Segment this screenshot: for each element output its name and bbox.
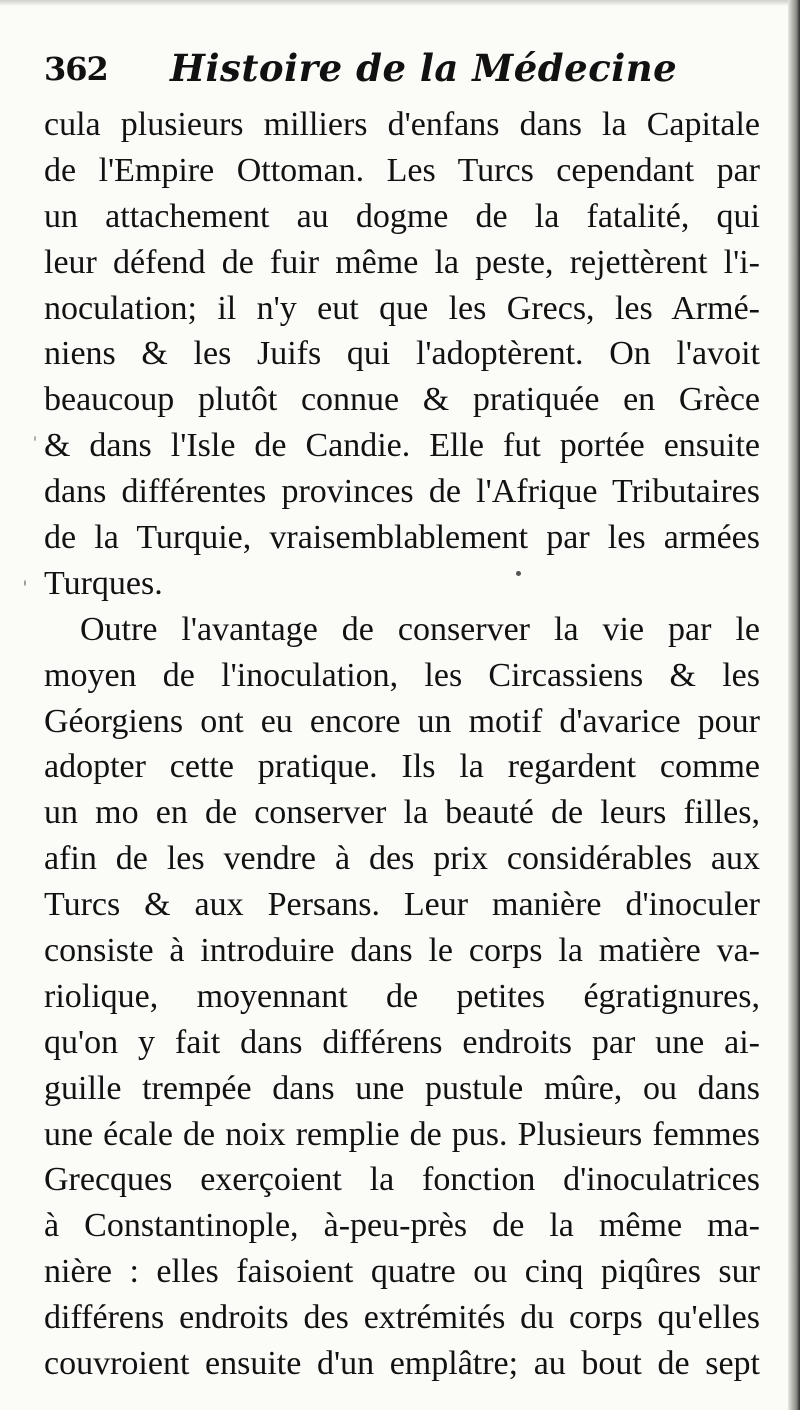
text-line: cula plusieurs milliers d'enfans dans la Capitale bbox=[44, 106, 760, 143]
text-line: Géorgiens ont eu encore un motif d'avarice pour bbox=[44, 702, 760, 740]
text-line: couvroient ensuite d'un emplâtre; au bout de sept bbox=[44, 1345, 760, 1383]
body-text bbox=[44, 102, 760, 1387]
text-line: Turques. bbox=[44, 564, 163, 602]
page-binding-shadow bbox=[788, 0, 800, 1410]
text-line: à Constantinople, à-peu-près de la même ma- bbox=[44, 1207, 760, 1245]
page-number: 362 bbox=[44, 50, 108, 88]
text-line: nière : elles faisoient quatre ou cinq piqûres sur bbox=[44, 1253, 760, 1291]
text-line: afin de les vendre à des prix considérables aux bbox=[44, 840, 760, 878]
text-line: Outre l'avantage de conserver la vie par le bbox=[80, 610, 760, 648]
running-title: Histoire de la Médecine bbox=[170, 46, 678, 90]
text-line: une écale de noix remplie de pus. Plusieurs femmes bbox=[44, 1115, 760, 1153]
text-line: différens endroits des extrémités du corps qu'elles bbox=[44, 1299, 760, 1337]
text-line: de l'Empire Ottoman. Les Turcs cependant par bbox=[44, 151, 760, 189]
text-line: qu'on y fait dans différens endroits par une ai- bbox=[44, 1023, 760, 1061]
ink-speck bbox=[34, 436, 36, 441]
text-line: adopter cette pratique. Ils la regardent comme bbox=[44, 748, 760, 786]
ink-speck bbox=[516, 571, 521, 576]
text-line: de la Turquie, vraisemblablement par les armées bbox=[44, 519, 760, 557]
page-top-shadow bbox=[0, 0, 800, 6]
text-line: noculation; il n'y eut que les Grecs, les Armé- bbox=[44, 289, 760, 327]
text-line: moyen de l'inoculation, les Circassiens & les bbox=[44, 656, 760, 694]
text-line: leur défend de fuir même la peste, rejettèrent l'i- bbox=[44, 243, 760, 281]
text-line: un mo en de conserver la beauté de leurs filles, bbox=[44, 794, 760, 832]
ink-speck bbox=[24, 580, 26, 586]
page-header bbox=[44, 46, 724, 102]
text-line: niens & les Juifs qui l'adoptèrent. On l'avoit bbox=[44, 335, 760, 373]
text-line: guille trempée dans une pustule mûre, ou dans bbox=[44, 1069, 760, 1107]
text-line: & dans l'Isle de Candie. Elle fut portée ensuite bbox=[44, 427, 760, 465]
text-line: consiste à introduire dans le corps la matière va- bbox=[44, 932, 760, 970]
text-line: Turcs & aux Persans. Leur manière d'inoculer bbox=[44, 886, 760, 924]
text-line: dans différentes provinces de l'Afrique Tributaires bbox=[44, 473, 760, 511]
text-line: un attachement au dogme de la fatalité, qui bbox=[44, 197, 760, 235]
paragraph-2 bbox=[44, 607, 760, 1387]
text-line: Grecques exerçoient la fonction d'inoculatrices bbox=[44, 1161, 760, 1199]
paragraph-1 bbox=[44, 102, 760, 607]
text-line: beaucoup plutôt connue & pratiquée en Grèce bbox=[44, 381, 760, 419]
text-line: riolique, moyennant de petites égratignures, bbox=[44, 977, 760, 1015]
